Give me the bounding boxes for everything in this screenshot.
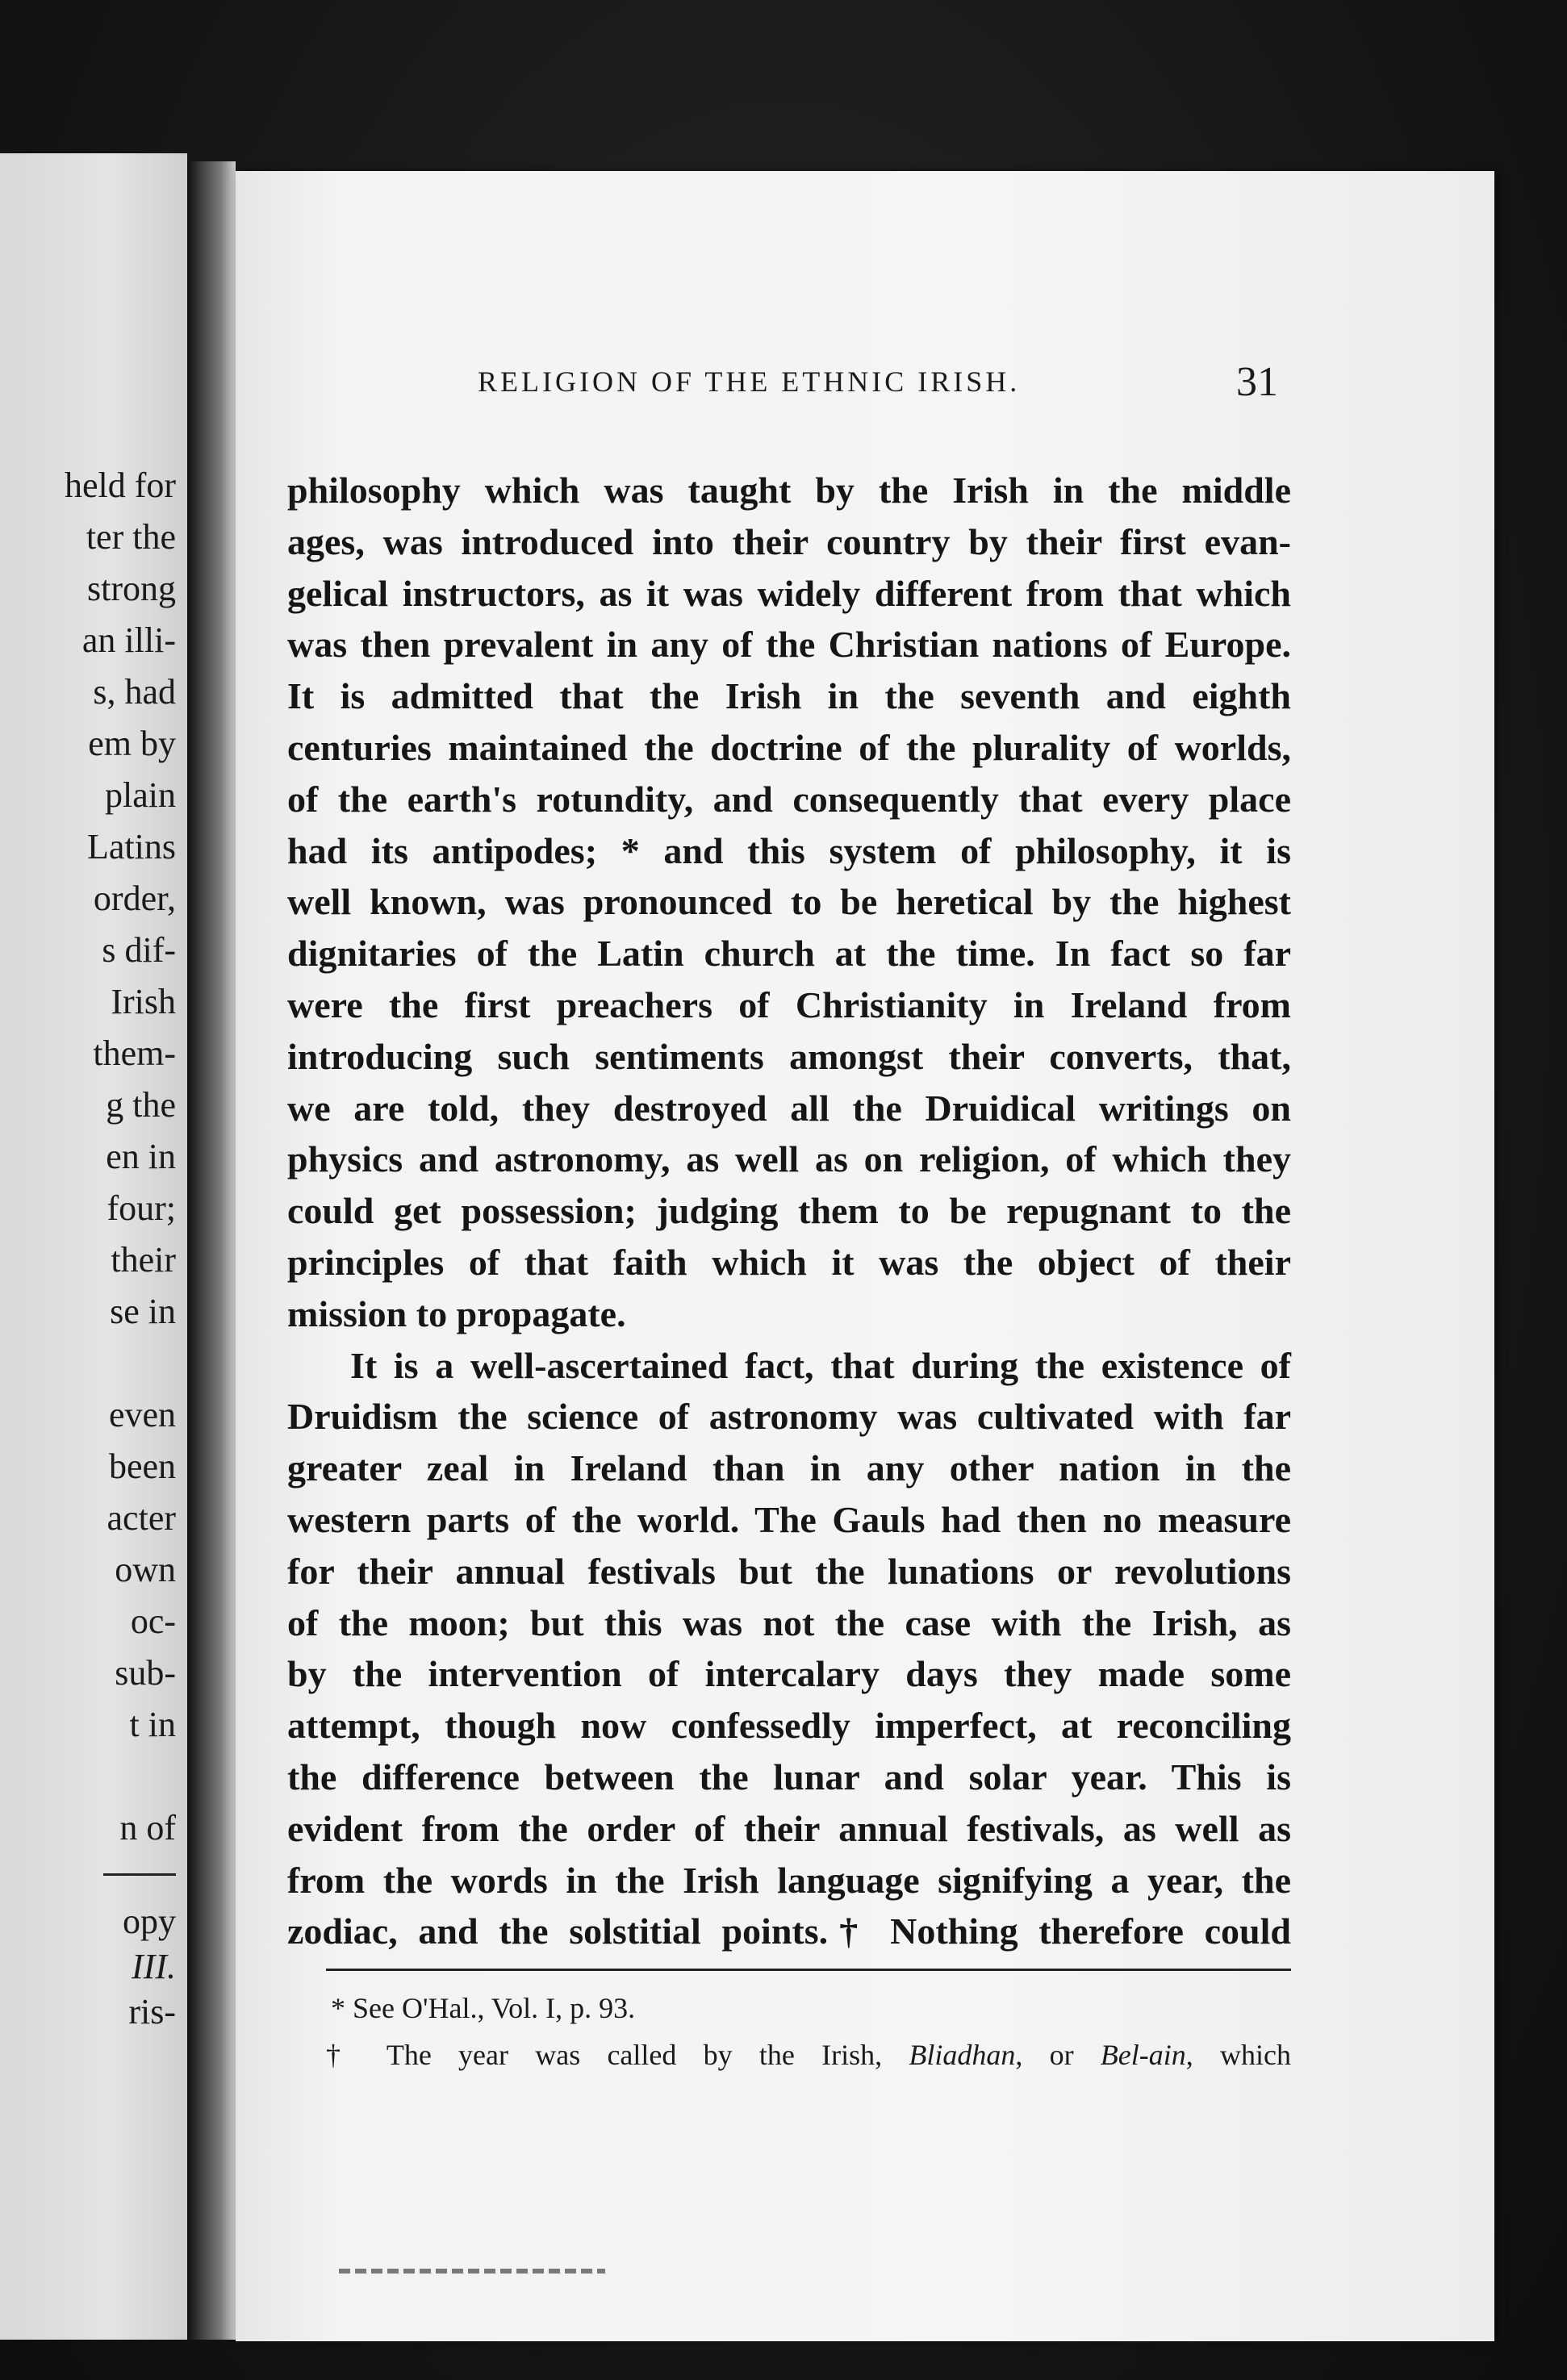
left-fragment: strong [87, 569, 176, 608]
left-fragment: their [111, 1240, 176, 1280]
left-fragment: them- [93, 1033, 176, 1073]
footnote-2-suffix: , which [1185, 2039, 1291, 2071]
left-fragment: III. [132, 1947, 176, 1986]
left-fragment: ter the [86, 517, 176, 557]
left-footnote-rule [103, 1873, 176, 1876]
book-gutter [187, 161, 236, 2340]
left-fragment: an illi- [81, 620, 176, 660]
text-line: had its antipodes; * and this system of philosophy, it is [287, 829, 1291, 871]
text-line: was then prevalent in any of the Christian nations of Europe. [287, 624, 1291, 666]
text-line: philosophy which was taught by the Irish in the middle [287, 470, 1291, 511]
body-text [287, 465, 1291, 1957]
text-line: from the words in the Irish language signifying a year, the [287, 1859, 1291, 1901]
footnote-2-term: Bliadhan [909, 2039, 1016, 2071]
left-fragment: ris- [128, 1992, 176, 2031]
footnote-1: * See O'Hal., Vol. I, p. 93. [331, 1992, 636, 2024]
text-line: could get possession; judging them to be repugnant to the [287, 1190, 1291, 1232]
left-fragment: se in [110, 1292, 176, 1331]
left-fragment: plain [105, 775, 176, 815]
footnote-2-mid: , or [1015, 2039, 1101, 2071]
text-line: physics and astronomy, as well as on religion, of which they [287, 1138, 1291, 1180]
text-line: the difference between the lunar and solar year. This is [287, 1756, 1291, 1798]
text-line: by the intervention of intercalary days they made some [287, 1653, 1291, 1695]
text-line: gelical instructors, as it was widely different from that which [287, 572, 1291, 614]
text-line: greater zeal in Ireland than in any other nation in the [287, 1447, 1291, 1489]
left-fragment: been [108, 1447, 176, 1486]
text-line: dignitaries of the Latin church at the time. In fact so far [287, 933, 1291, 975]
left-fragment: Latins [87, 827, 176, 866]
left-fragment: en in [106, 1137, 176, 1176]
left-fragment: n of [119, 1808, 176, 1848]
text-line: It is a well-ascertained fact, that during the existence of [350, 1344, 1291, 1386]
left-fragment: held for [64, 466, 176, 505]
running-title: RELIGION OF THE ETHNIC IRISH. [478, 365, 1021, 398]
left-fragment: em by [88, 724, 176, 763]
text-line: evident from the order of their annual festivals, as well as [287, 1807, 1291, 1849]
page-number: 31 [1236, 359, 1278, 405]
text-line: Druidism the science of astronomy was cultivated with far [287, 1396, 1291, 1438]
text-line: introducing such sentiments amongst their converts, that, [287, 1035, 1291, 1077]
text-line: of the earth's rotundity, and consequently that every place [287, 778, 1291, 820]
footnote-2-prefix: † The year was called by the Irish, [326, 2039, 909, 2071]
text-line: were the first preachers of Christianity in Ireland from [287, 983, 1291, 1025]
left-fragment: g the [106, 1085, 176, 1125]
text-line: zodiac, and the solstitial points.† Nothing therefore could [287, 1910, 1291, 1952]
text-line: It is admitted that the Irish in the seventh and eighth [287, 675, 1291, 717]
left-fragment: s, had [93, 672, 176, 712]
text-line: for their annual festivals but the lunations or revolutions [287, 1550, 1291, 1592]
text-line: ages, was introduced into their country by their first evan- [287, 520, 1291, 562]
left-fragment: order, [93, 879, 176, 918]
footnote-2 [326, 2031, 1291, 2078]
text-line: centuries maintained the doctrine of the plurality of worlds, [287, 726, 1291, 768]
scan-mark [339, 2269, 605, 2274]
left-fragment: even [108, 1395, 176, 1434]
text-line: of the moon; but this was not the case with the Irish, as [287, 1601, 1291, 1643]
footnote-rule [326, 1969, 1291, 1971]
left-fragment: s dif- [102, 930, 176, 970]
text-line: we are told, they destroyed all the Druidical writings on [287, 1087, 1291, 1129]
left-fragment: opy [123, 1902, 176, 1941]
text-line: western parts of the world. The Gauls had then no measure [287, 1498, 1291, 1540]
left-fragment: acter [107, 1498, 176, 1538]
left-fragment: Irish [111, 982, 176, 1021]
left-fragment: sub- [115, 1653, 176, 1693]
footnotes [326, 1985, 1291, 2078]
text-line: well known, was pronounced to be heretical by the highest [287, 881, 1291, 923]
text-line: principles of that faith which it was the object of their [287, 1241, 1291, 1283]
footnote-2-term: Bel-ain [1100, 2039, 1186, 2071]
left-fragment: oc- [130, 1601, 176, 1641]
left-fragment: own [115, 1550, 176, 1589]
text-line: mission to propagate. [287, 1292, 626, 1334]
left-fragment: four; [107, 1188, 176, 1228]
left-fragment: t in [129, 1705, 176, 1744]
text-line: attempt, though now confessedly imperfect, at reconciling [287, 1705, 1291, 1747]
left-facing-page [0, 153, 187, 2340]
